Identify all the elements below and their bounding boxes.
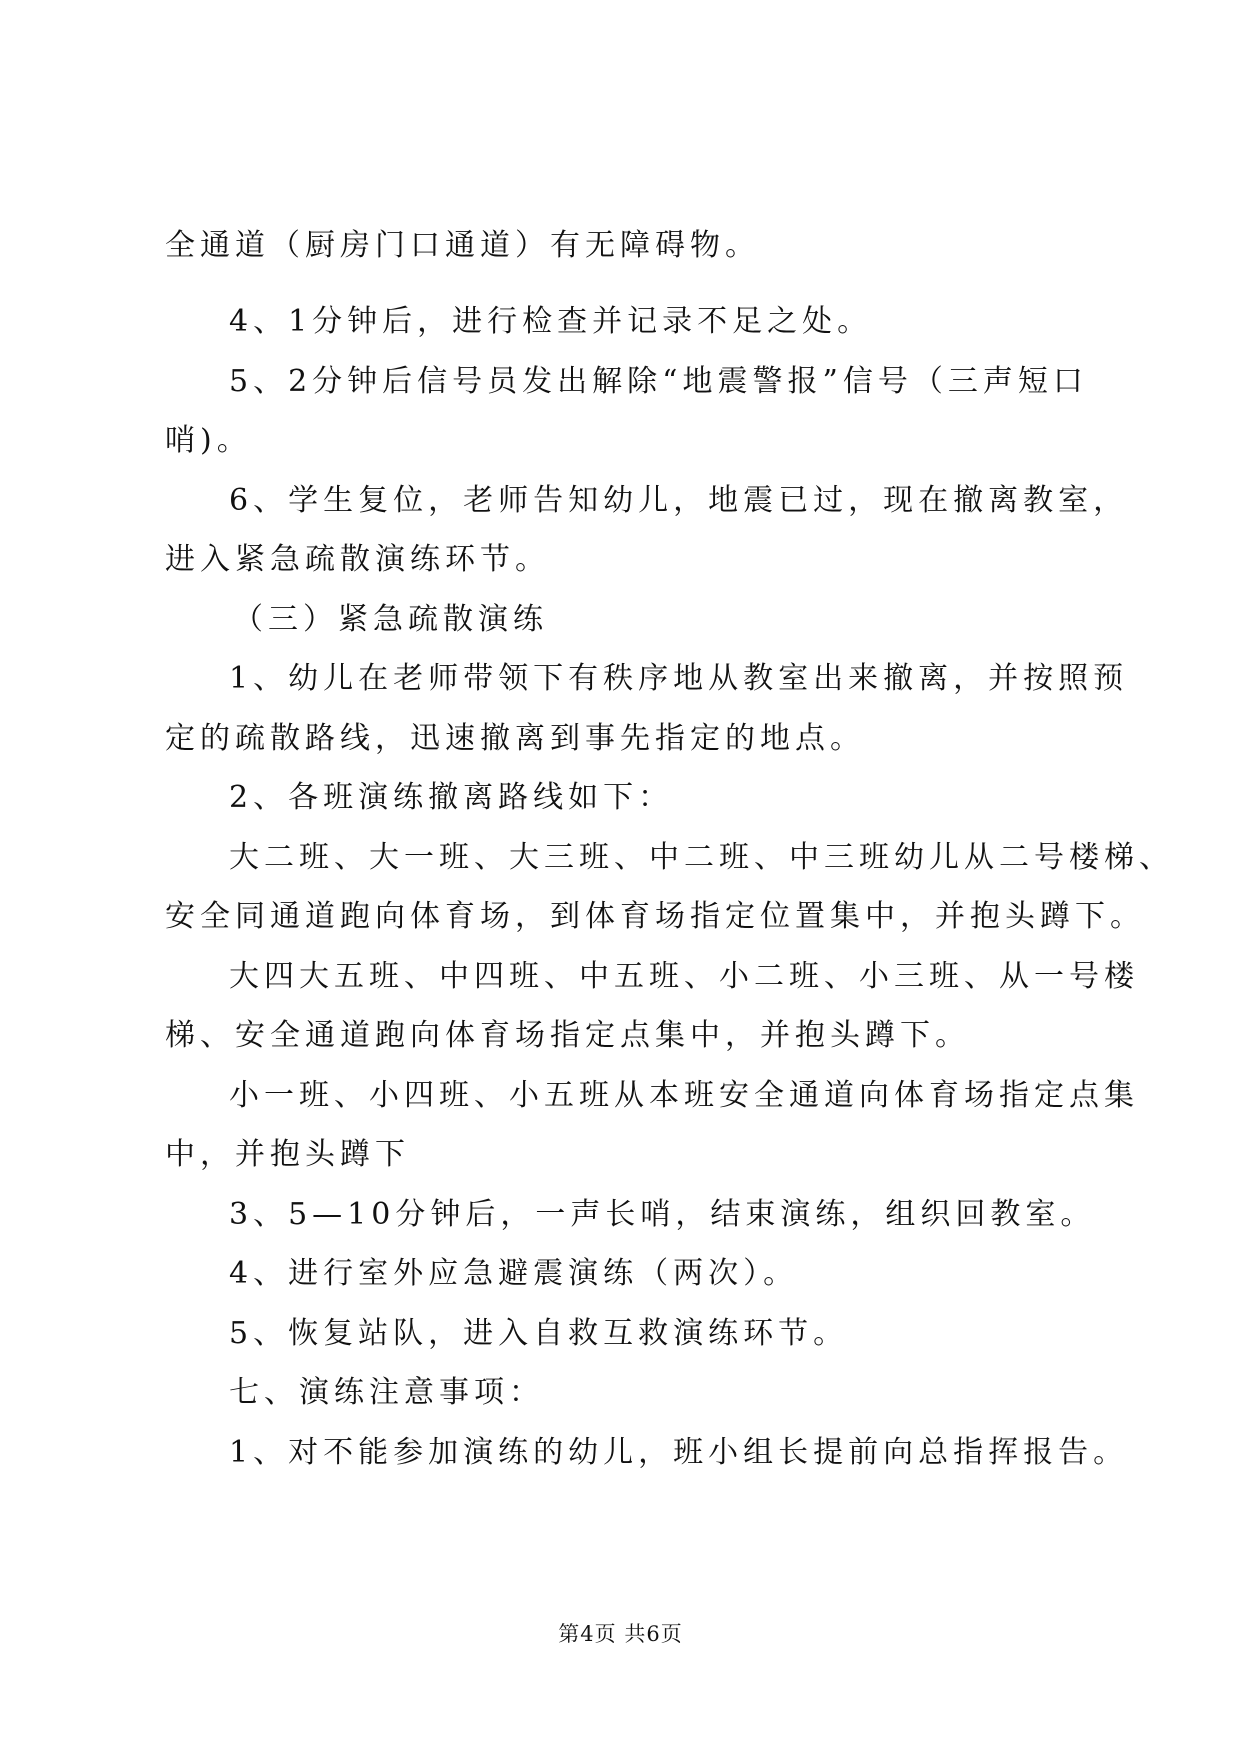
page-footer: 第4页 共6页 [558, 1622, 683, 1646]
text-line: 哨)。 [165, 423, 252, 458]
text-line: 七、演练注意事项： [229, 1375, 544, 1410]
text-line: 5、恢复站队，进入自救互救演练环节。 [229, 1315, 849, 1351]
text-line: 梯、安全通道跑向体育场指定点集中，并抱头蹲下。 [165, 1018, 970, 1053]
section-heading: （三）紧急疏散演练 [233, 601, 548, 637]
text-line: 大四大五班、中四班、中五班、小二班、小三班、从一号楼 [229, 958, 1139, 994]
text-line: 1、对不能参加演练的幼儿，班小组长提前向总指挥报告。 [229, 1434, 1129, 1470]
text-line: 4、进行室外应急避震演练（两次）。 [229, 1256, 799, 1291]
text-line: 5、2分钟后信号员发出解除“地震警报”信号（三声短口 [229, 363, 1088, 399]
text-line: 2、各班演练撤离路线如下： [229, 780, 674, 815]
text-line: 6、学生复位，老师告知幼儿，地震已过，现在撤离教室， [229, 482, 1129, 518]
text-line: 中，并抱头蹲下 [165, 1137, 410, 1172]
document-body [165, 228, 1174, 1482]
text-line: 3、5—10分钟后，一声长哨，结束演练，组织回教室。 [229, 1196, 1096, 1232]
text-line: 定的疏散路线，迅速撤离到事先指定的地点。 [165, 720, 865, 756]
text-line: 4、1分钟后，进行检查并记录不足之处。 [229, 304, 873, 339]
text-line: 安全同通道跑向体育场，到体育场指定位置集中，并抱头蹲下。 [165, 899, 1145, 934]
text-line: 1、幼儿在老师带领下有秩序地从教室出来撤离，并按照预 [229, 661, 1129, 696]
text-line: 全通道（厨房门口通道）有无障碍物。 [165, 228, 760, 263]
text-line: 大二班、大一班、大三班、中二班、中三班幼儿从二号楼梯、 [229, 839, 1174, 875]
text-line: 小一班、小四班、小五班从本班安全通道向体育场指定点集 [229, 1077, 1139, 1113]
text-line: 进入紧急疏散演练环节。 [165, 542, 550, 577]
